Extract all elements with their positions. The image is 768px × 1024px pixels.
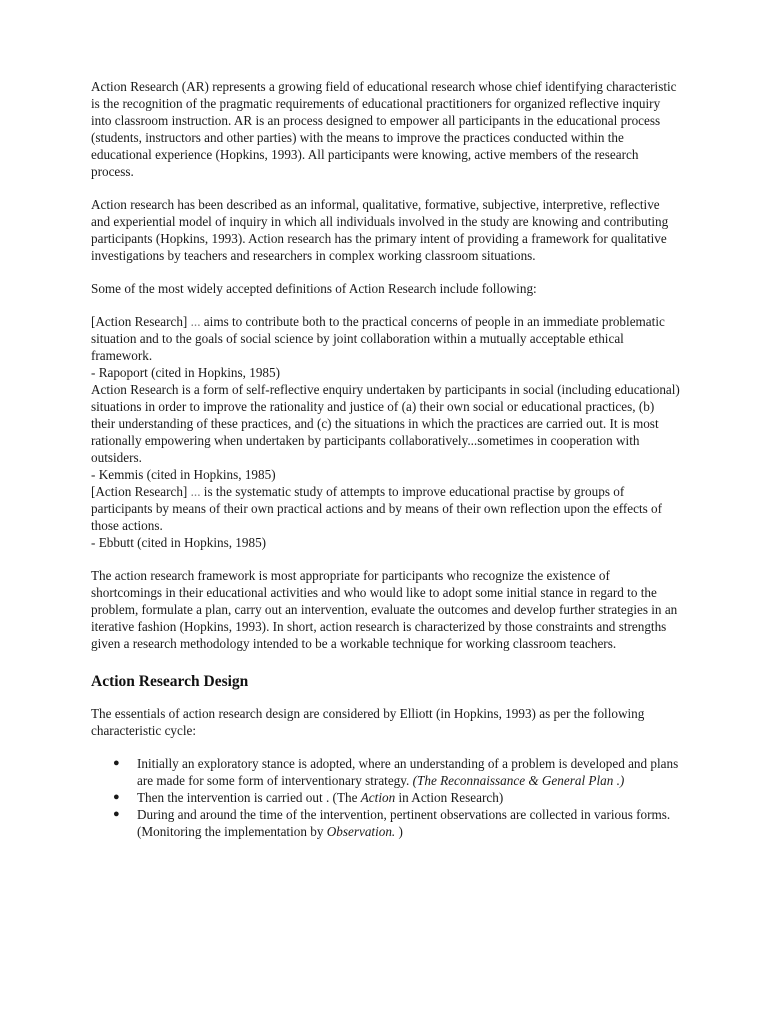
section-heading: Action Research Design: [91, 673, 249, 690]
bullet-icon: ●: [113, 757, 120, 769]
list-item-italic: Observation.: [326, 824, 396, 839]
definition-rapoport: [91, 313, 681, 364]
definition-ellipsis: ...: [190, 314, 201, 329]
citation-kemmis: - Kemmis (cited in Hopkins, 1985): [91, 467, 276, 482]
document-page: [91, 78, 681, 840]
definition-kemmis: Action Research is a form of self-reflective enquiry undertaken by participants in social (including educational) situations in order to improve the rationality and justice of (a) their own social or educational practices, (b) their understanding of these practices, and (c) the situations in which the practices are carried out. It is most rationally empowering when undertaken by participants collaboratively...sometimes in cooperation with outsiders.: [91, 382, 680, 465]
list-item-italic: (The Reconnaissance & General Plan .): [412, 773, 625, 788]
list-item-tail: ): [395, 824, 403, 839]
intro-paragraph-1: Action Research (AR) represents a growing field of educational research whose chief identifying characteristic is the recognition of the pragmatic requirements of educational practitioners for organized reflective inquiry into classroom instruction. AR is an process designed to empower all participants in the educational process (students, instructors and other parties) with the means to improve the practices conducted within the educational experience (Hopkins, 1993). All participants were knowing, active members of the research process.: [91, 79, 677, 179]
citation-ebbutt: - Ebbutt (cited in Hopkins, 1985): [91, 535, 267, 550]
definition-prefix: [Action Research]: [91, 484, 188, 499]
list-item: [113, 755, 681, 789]
intro-paragraph-2: Action research has been described as an informal, qualitative, formative, subjective, interpretive, reflective and experiential model of inquiry in which all individuals involved in the study are knowing and contributing participants (Hopkins, 1993). Action research has the primary intent of providing a framework for qualitative investigations by teachers and researchers in complex working classroom situations.: [91, 197, 669, 263]
list-item-tail: in Action Research): [395, 790, 504, 805]
design-intro: The essentials of action research design are considered by Elliott (in Hopkins, 1993) as per the following characteristic cycle:: [91, 706, 645, 738]
bullet-icon: ●: [113, 808, 120, 820]
definitions-lead-in: Some of the most widely accepted definitions of Action Research include following:: [91, 281, 537, 296]
list-item: [113, 806, 681, 840]
cycle-list: [91, 755, 681, 840]
definition-text: is the systematic study of attempts to improve educational practise by groups of participants by means of their own practical actions and by means of their own reflection upon the effects of those actions.: [91, 484, 663, 533]
list-item-text: Then the intervention is carried out . (The: [137, 790, 361, 805]
list-item: [113, 789, 681, 806]
bullet-icon: ●: [113, 791, 120, 803]
definition-prefix: [Action Research]: [91, 314, 188, 329]
list-item-italic: Action: [360, 790, 396, 805]
definition-ellipsis: ...: [190, 484, 201, 499]
list-item-text: During and around the time of the intervention, pertinent observations are collected in various forms. (Monitoring the implementation by: [137, 807, 671, 839]
definition-text: aims to contribute both to the practical concerns of people in an immediate problematic situation and to the goals of social science by joint collaboration within a mutually acceptable ethical framework.: [91, 314, 665, 363]
citation-rapoport: - Rapoport (cited in Hopkins, 1985): [91, 365, 280, 380]
definitions-block: [91, 313, 681, 551]
list-item-text: Initially an exploratory stance is adopted, where an understanding of a problem is developed and plans are made for some form of interventionary strategy.: [137, 756, 679, 788]
framework-paragraph: The action research framework is most appropriate for participants who recognize the existence of shortcomings in their educational activities and who would like to adopt some initial stance in regard to the problem, formulate a plan, carry out an intervention, evaluate the outcomes and develop further strategies in an iterative fashion (Hopkins, 1993). In short, action research is characterized by those constraints and strengths given a research methodology intended to be a workable technique for working classroom teachers.: [91, 568, 678, 651]
definition-ebbutt: [91, 483, 681, 534]
